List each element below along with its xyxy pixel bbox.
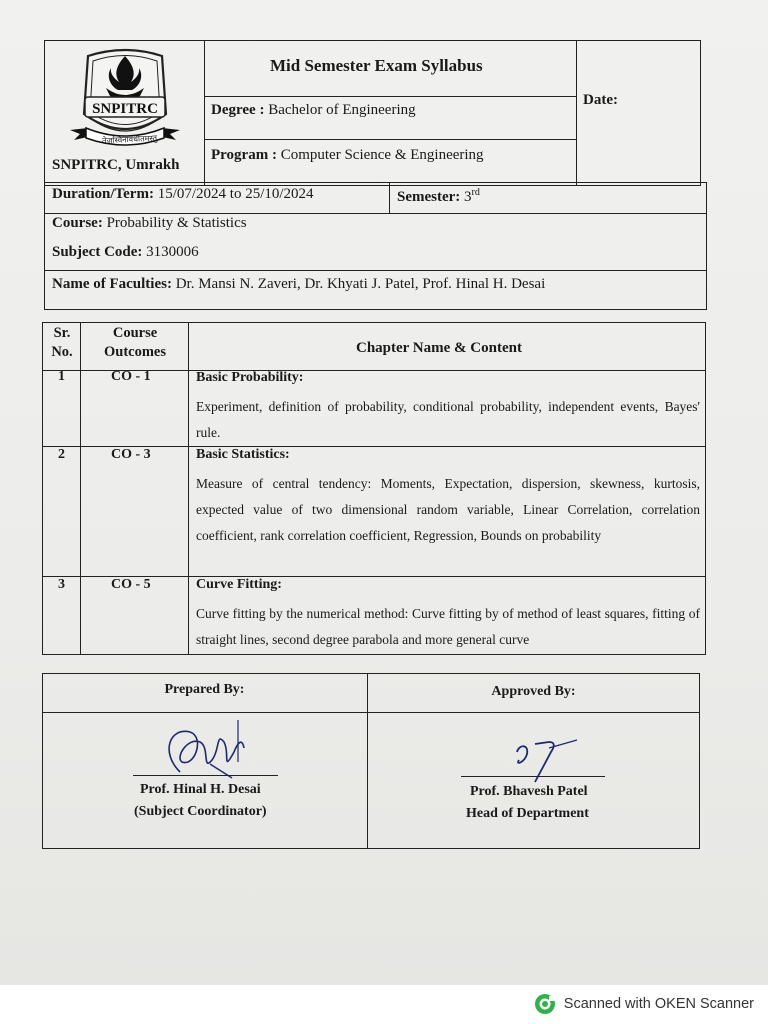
oken-scanner-icon (534, 993, 556, 1015)
course-line: Course: Probability & Statistics (52, 215, 247, 231)
prepared-by-role: (Subject Coordinator) (134, 804, 267, 819)
row-3-title: Curve Fitting: (196, 577, 282, 592)
semester-line: Semester: 3rd (397, 187, 480, 205)
row-2-content: Measure of central tendency: Moments, Expectation, dispersion, skewness, kurtosis, expected value of two dimensional random variable, Linear Correlation, correlation coefficient, rank correlation coefficient, Regression, Bounds on probability (196, 476, 700, 543)
prepared-signature (150, 712, 270, 792)
approved-by-label: Approved By: (491, 684, 576, 699)
row-2-sr: 2 (58, 447, 65, 462)
row-2-co: CO - 3 (111, 447, 151, 462)
program-line: Program : Computer Science & Engineering (211, 147, 484, 163)
date-label: Date: (583, 92, 618, 108)
header-sr-no: Sr. No. (51, 325, 73, 360)
degree-line: Degree : Bachelor of Engineering (211, 102, 416, 118)
svg-text:SNPITRC: SNPITRC (92, 101, 158, 117)
scanner-watermark (534, 993, 754, 1015)
prepared-by-name: Prof. Hinal H. Desai (140, 782, 261, 797)
scanner-footer (0, 985, 768, 1024)
faculties-line: Name of Faculties: Dr. Mansi N. Zaveri, Dr. Khyati J. Patel, Prof. Hinal H. Desai (52, 276, 546, 292)
row-2-title: Basic Statistics: (196, 447, 290, 462)
institute-logo (66, 44, 184, 162)
approved-signature (505, 730, 595, 790)
duration-line: Duration/Term: 15/07/2024 to 25/10/2024 (52, 186, 314, 202)
row-1-content: Experiment, definition of probability, conditional probability, independent events, Bayes' rule. (196, 399, 700, 440)
row-3-sr: 3 (58, 577, 65, 592)
document-title: Mid Semester Exam Syllabus (270, 56, 483, 75)
approved-by-name: Prof. Bhavesh Patel (470, 784, 588, 799)
institute-location: SNPITRC, Umrakh (52, 157, 180, 173)
header-course-outcomes: Course Outcomes (103, 325, 166, 360)
prepared-by-label: Prepared By: (164, 682, 245, 697)
logo-motto: तेजस्विनावधीतमस्तु (101, 133, 158, 146)
row-1-sr: 1 (58, 369, 65, 384)
row-1-title: Basic Probability: (196, 370, 304, 385)
header-chapter-content: Chapter Name & Content (356, 340, 522, 356)
approved-by-role: Head of Department (466, 806, 589, 821)
row-3-co: CO - 5 (111, 577, 151, 592)
subject-code-line: Subject Code: 3130006 (52, 244, 199, 260)
row-3-content: Curve fitting by the numerical method: Curve fitting by of method of least squares, fitting of straight lines, second degree parabola and more general curve (196, 606, 700, 647)
row-1-co: CO - 1 (111, 369, 151, 384)
scanner-text: Scanned with OKEN Scanner (563, 996, 754, 1012)
